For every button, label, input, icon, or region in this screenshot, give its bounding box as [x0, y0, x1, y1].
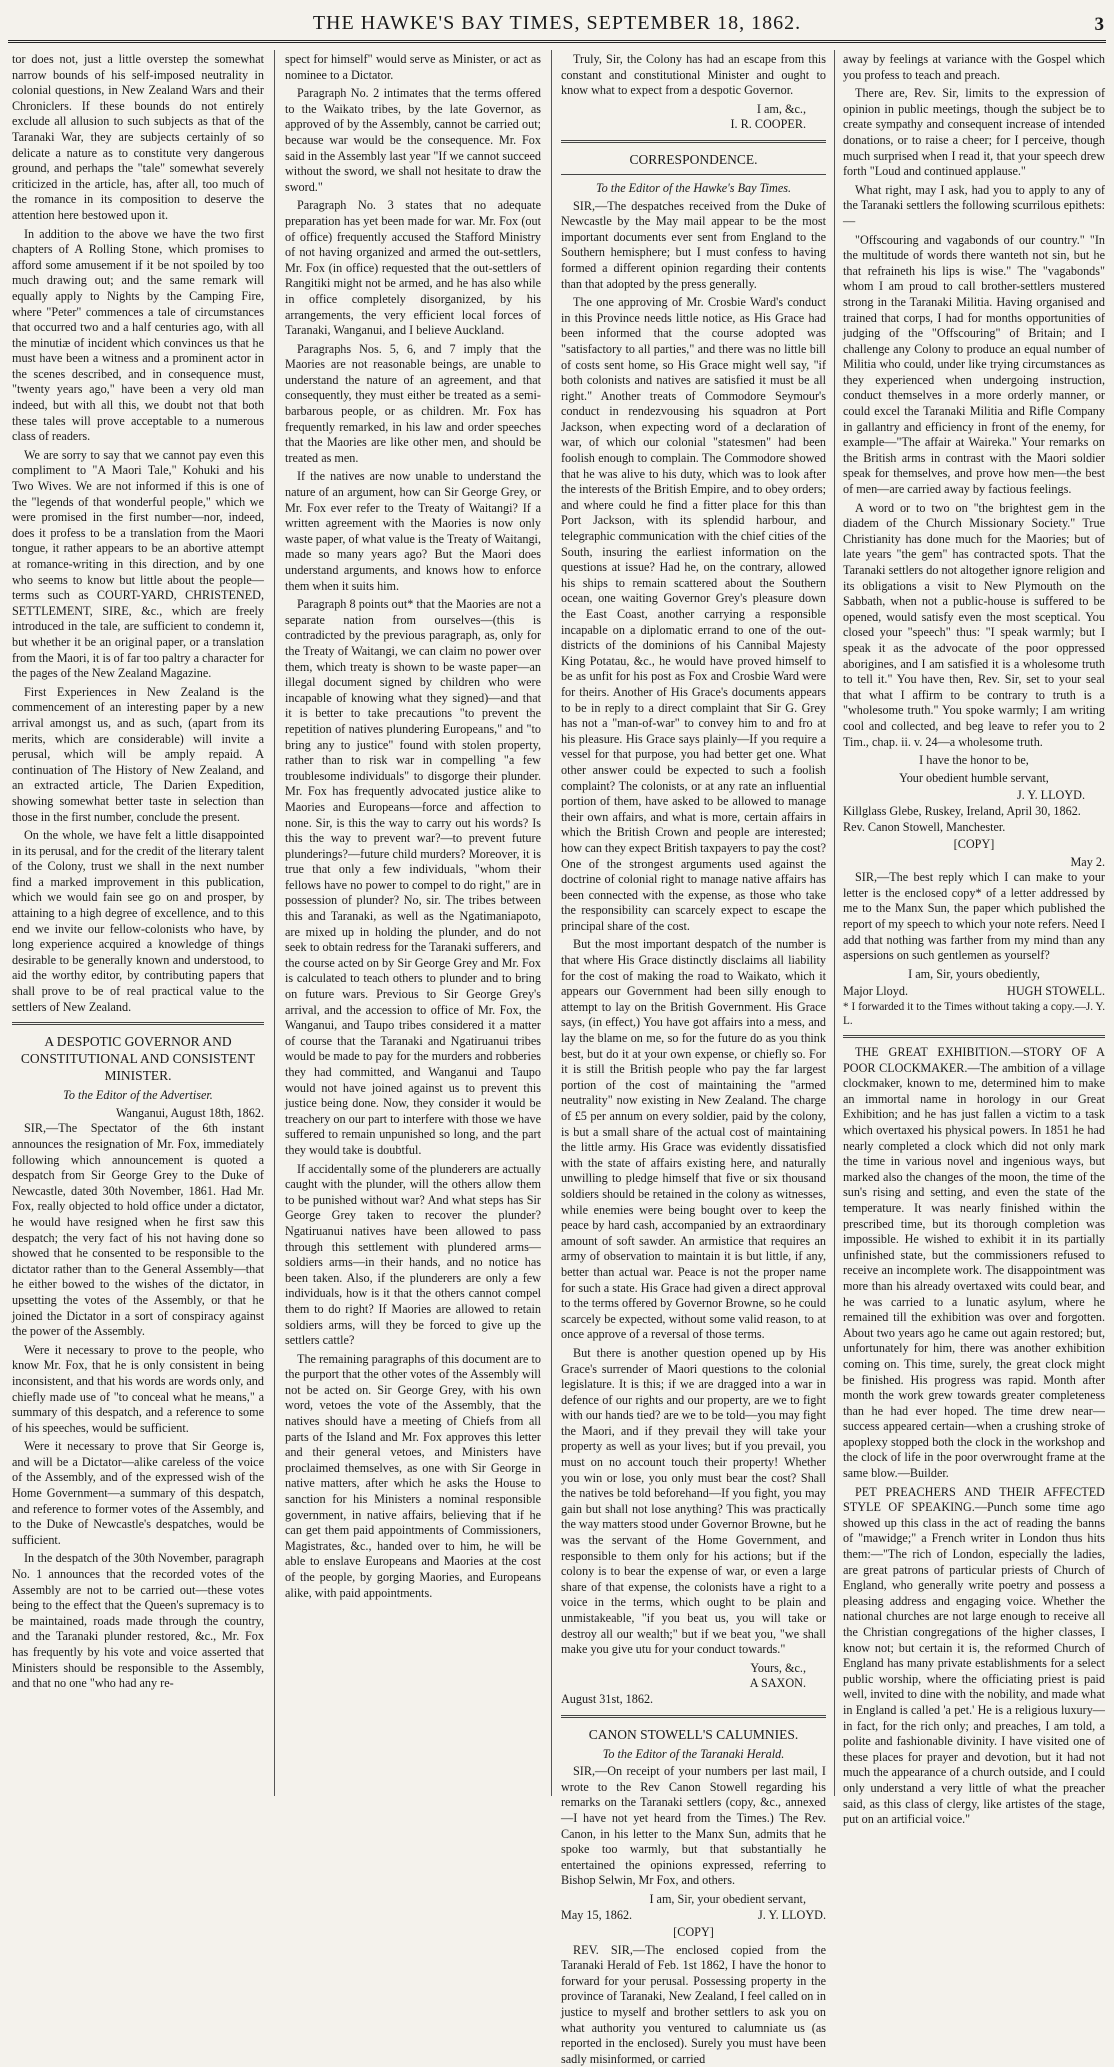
column-4	[843, 52, 1105, 1827]
letter-signature: J. Y. LLOYD.	[757, 1907, 826, 1922]
paragraph: Were it necessary to prove to the people, who know Mr. Fox, that he is only consistent in being inconsistent, and that his words are words only, and chiefly made use of "to conceal what he means," a summary of this despatch, and a reference to some of his speeches, would be sufficient.	[12, 1342, 264, 1435]
page-number: 3	[1094, 14, 1104, 35]
masthead-rule	[8, 40, 1106, 43]
dateline: Wanganui, August 18th, 1862.	[116, 1105, 264, 1120]
paragraph: away by feelings at variance with the Gospel which you profess to teach and preach.	[843, 52, 1105, 82]
article-heading: CANON STOWELL'S CALUMNIES.	[588, 1726, 799, 1742]
paragraph: THE GREAT EXHIBITION.—STORY OF A POOR CLOCKMAKER.—The ambition of a village clockmaker, known to me, determined him to make an immortal name in horology in our Great Exhibition; and he has just fallen a victim to a task which overtaxed his physical powers. In 1851 he had nearly completed a clock which did not only mark the time in various novel and ingenious ways, but marked also the changes of the moon, the time of the sun's rising and setting, and even the state of the temperature. It was nearly finished within the prescribed time, but its thorough completion was impossible. He wished to exhibit it in its partially unfinished state, but the commissioners refused to receive an incomplete work. The disappointment was more than his already overtaxed wits could bear, and he was carried to a lunatic asylum, where he remained till the exhibition was over and forgotten. About two years ago he came out again restored; but, unfortunately for him, there was another exhibition coming on. This time, surely, the great clock might be finished. His progress was rapid. Month after month the work grew towards greater completeness than he had ever hoped. The time drew near—success appeared certain—when a crushing stroke of apoplexy stopped both the clock in the workshop and the clock of life in the poor overwrought frame at the same blow.—Builder.	[843, 1045, 1105, 1481]
letter-signature: I. R. COOPER.	[730, 117, 806, 132]
letter-address: Killglass Glebe, Ruskey, Ireland, April 30, 1862.	[843, 803, 1081, 818]
paragraph: In the despatch of the 30th November, paragraph No. 1 announces that the recorded votes of the Assembly are not to be carried out—these votes being to the effect that the Queen's supremacy is to be maintained, roads made through the country, and the Taranaki plunder restored, &c., Mr. Fox has frequently by his vote and voice asserted that Ministers should be responsible to the Assembly, and that no one "who had any re-	[12, 1551, 264, 1691]
letter-signature: A SAXON.	[749, 1676, 806, 1691]
to-editor-line: To the Editor of the Hawke's Bay Times.	[595, 180, 792, 195]
section-rule	[843, 1035, 1105, 1038]
paragraph: On the whole, we have felt a little disappointed in its perusal, and for the credit of the literary talent of the Colony, trust we shall in the next number find a marked improvement in this publication, which we would fain see go on and prosper, by attaining to a high degree of excellence, and to this end we invite our fellow-colonists who have, by long experience acquired a knowledge of things desirable to be generally known and understood, to aid the worthy editor, by contributing papers that shall prove to be of real practical value to the settlers of New Zealand.	[12, 828, 264, 1014]
letter-date: May 15, 1862.	[561, 1907, 633, 1922]
column-3	[561, 52, 827, 2066]
paragraph: Paragraph No. 2 intimates that the terms offered to the Waikato tribes, by the late Governor, as approved of by the Assembly, cannot be carried out; because war would be the consequence. Mr. Fox said in the Assembly last year "If we cannot succeed without the sword, we shall not hesitate to draw the sword."	[285, 86, 541, 194]
section-rule	[12, 1022, 264, 1025]
letter-date: May 2.	[1070, 854, 1105, 869]
letter-signature: HUGH STOWELL.	[1007, 984, 1105, 999]
letter-closing: I am, &c.,	[756, 101, 806, 116]
heading-rule	[561, 174, 826, 175]
letter-closing: I am, Sir, yours obediently,	[908, 966, 1040, 981]
paragraph: SIR,—The Spectator of the 6th instant announces the resignation of Mr. Fox, immediately following which announcement is quoted a despatch from Sir George Grey to the Duke of Newcastle, dated 30th November, 1861. Had Mr. Fox, really objected to hold office under a dictator, he would have resigned when he first saw this despatch; the very fact of his not having done so showed that he consented to be responsible to the dictator rather than to the General Assembly—that he either bowed to the wishes of the dictator, in upsetting the votes of the Assembly, or that he joined the Dictator in a sort of conspiracy against the power of the Assembly.	[12, 1121, 264, 1339]
section-heading: CORRESPONDENCE.	[629, 151, 758, 167]
paragraph: SIR,—The despatches received from the Duke of Newcastle by the May mail appear to be the most important documents ever sent from England to the Southern hemisphere; but I must confess to having formed a different opinion regarding their contents than that adopted by the press generally.	[561, 198, 826, 291]
section-rule	[561, 1715, 826, 1718]
letter-recipient: Major Lloyd.	[843, 984, 908, 999]
paragraph: The remaining paragraphs of this document are to the purport that the other votes of the Assembly will not be acted on. Sir George Grey, with his own word, vetoes the vote of the Assembly, that the natives should have a meeting of Chiefs from all parts of the Island and Mr. Fox approves this letter and their general vetoes, and Ministers have proclaimed themselves, as one with Sir George in native matters, after which he asks the House to sanction for his Ministers a nominal responsible government, in native affairs, believing that if he can get them paid appointments of Commissioners, Magistrates, &c., handed over to him, he will be able to enslave Europeans and Maories at the cost of the people, by gorging Maories, and Europeans alike, with paid appointments.	[285, 1351, 541, 1600]
paragraph: SIR,—On receipt of your numbers per last mail, I wrote to the Rev Canon Stowell regarding his remarks on the Taranaki settlers (copy, &c., annexed—I have not yet heard from the Times.) The Rev. Canon, in his letter to the Manx Sun, admits that he spoke too warmly, but that substantially he entertained the opinions expressed, referring to Bishop Selwin, Mr Fox, and others.	[561, 1764, 826, 1888]
footnote: * I forwarded it to the Times without taking a copy.—J. Y. L.	[843, 1001, 1105, 1028]
letter-closing: I am, Sir, your obedient servant,	[649, 1891, 806, 1906]
signature-row	[843, 984, 1105, 1000]
paragraph: spect for himself" would serve as Minister, or act as nominee to a Dictator.	[285, 52, 541, 82]
paragraph: First Experiences in New Zealand is the commencement of an interesting paper by a new arrival amongst us, and as such, (apart from its merits, which are considerable) will invite a perusal, which will be amply repaid. A continuation of The History of New Zealand, and an extracted article, The Darien Expedition, showing somewhat better taste in selection than those in the first number, conclude the present.	[12, 684, 264, 824]
column-2	[285, 52, 541, 1796]
paragraph: A word or to two on "the brightest gem in the diadem of the Church Missionary Society." True Christianity has done much for the Maories; but of late years "the gem" has contracted spots. That the Taranaki settlers do not altogether ignore religion and its obligations a visit to New Plymouth on the Sabbath, when not a public-house is suffered to be opened, would satisfy even the most sceptical. You closed your "speech" thus: "I speak warmly; but I speak it as the advocate of the poor oppressed aborigines, and I am satisfied it is a wholesome truth to tell it." You have then, Rev. Sir, set to your seal that what I affirm to be contrary to truth is a "wholesome truth." You spoke warmly; I am writing cool and collected, and beg leave to refer you to 2 Tim., chap. ii. v. 24—a wholesome truth.	[843, 500, 1105, 749]
paragraph: But there is another question opened up by His Grace's surrender of Maori questions to the colonial legislature. It is this; if we are dragged into a war in defence of our rights and our property, are we to fight with our hands tied? are we to be told—you may fight the Maori, and if they prevail they will take your property as well as your lives; but if you prevail, you must on no account touch their property! Whether you win or lose, you only must bear the cost? Shall the natives be told beforehand—If you fight, you may gain but shall not lose anything? This was practically the way matters stood under Governor Browne, but he was the servant of the Home Government, and responsible to them only for his actions; but if the colony is to bear the expense of war, or even a large share of that expense, the colonists have a right to a voice in the terms, which ought to be plain and unmistakeable, "if you beat us, you will take or destroy all our wealth;" but if we beat you, "we shall make you give utu for your conduct towards."	[561, 1345, 827, 1657]
letter-date: August 31st, 1862.	[561, 1691, 654, 1706]
paragraph: Paragraph 8 points out* that the Maories are not a separate nation from ourselves—(this is contradicted by the previous paragraph, as, only for the Treaty of Waitangi, we can claim no power over them, which treaty is shown to be waste paper—an illegal document signed by children who were incapable of knowing what they signed)—and that it is better to take precautions "to prevent the repetition of natives plundering Europeans," and "to bring any to justice" found with stolen property, rather than to risk war in compelling "a few troublesome individuals" to disgorge their plunder. Mr. Fox has frequently advocated justice alike to Maories and Europeans—force and affection to none. Sir, is this the way to carry out his words? Is this the way to prevent war?—to prevent future plunderings?—future child murders? Moreover, it is true that only a few individuals, "whom their fellows have no power to compel to do right," are in possession of plunder? No, sir. The tribes between this and Taranaki, as well as the Ngatimaniapoto, are mixed up in holding the plunder, and do not seek to obtain redress for the Taranaki sufferers, and the course acted on by Sir George Grey and Mr. Fox is calculated to teach others to plunder and to bring on future wars. Previous to Sir George Grey's arrival, and the accession to office of Mr. Fox, the Wanganui, and Taupo tribes considered it a matter of course that the Taranaki and Ngatiruanui tribes would be made to pay for the murders and robberies they had committed, and Wanganui and Taupo would not have joined against us to prevent this justice being done. Now, they consider it would be treachery on our part to interfere with those we have suffered to remain unpunished so long, and the part they would take is doubtful.	[285, 597, 541, 1157]
letter-recipient: Rev. Canon Stowell, Manchester.	[843, 819, 1006, 834]
letter-closing: Your obedient humble servant,	[899, 770, 1049, 785]
paragraph: There are, Rev. Sir, limits to the expression of opinion in public meetings, though the subject be to create sympathy and consequent increase of intended donations, or to raise a cheer; for I perceive, though much surprised when I read it, that your speech drew forth "Loud and continued applause."	[843, 86, 1105, 179]
paragraph: Truly, Sir, the Colony has had an escape from this constant and constitutional Minister and ought to know what to expect from a despotic Governor.	[561, 52, 826, 98]
date-signature-row	[561, 1908, 826, 1924]
column-rule	[834, 50, 835, 1796]
paragraph: REV. SIR,—The enclosed copied from the Taranaki Herald of Feb. 1st 1862, I have the honor to forward for your perusal. Possessing property in the province of Taranaki, New Zealand, I feel called on in justice to myself and brother settlers to ask you on what authority you ventured to calumniate us (as reported in the enclosed). Surely you must have been sadly misinformed, or carried	[561, 1942, 826, 2066]
paragraph: But the most important despatch of the number is that where His Grace distinctly disclaims all liability for the cost of making the road to Waikato, which it appears our Government had been silly enough to attempt to lay on the British Government. His Grace says, (in effect,) You have got affairs into a mess, and lay the blame on me, so for the future do as you think best, but do it at your own expense, or chiefly so. For it is still the British people who pay the far largest portion of the cost of maintaining the "armed neutrality" now existing in New Zealand. The charge of £5 per annum on every soldier, paid by the colony, is but a small share of the actual cost of maintaining the little army. His Grace was evidently dissatisfied with the state of affairs existing here, and naturally unwilling to pledge himself that five or six thousand soldiers should be retained in the colony as witnesses, while enemies were being bought over to keep the peace by hard cash, accompanied by an extraordinary amount of soft sawder. An armistice that requires an army of observation to maintain it is but little, if any, better than actual war. Peace is not the proper name for such a state. His Grace had given a direct approval to the terms offered by Governor Browne, so he could scarcely be expected, without some valid reason, to at once approve of a reversal of those terms.	[561, 937, 826, 1342]
paragraph: If accidentally some of the plunderers are actually caught with the plunder, will the others allow them to be punished without war? And what steps has Sir George Grey taken to recover the plunder? Ngatiruanui natives have been allowed to pass through this settlement with plundered arms—soldiers arms—in their hands, and no notice has been taken. Also, if the plunderers are only a few individuals, how is it that the others cannot compel them to do right? If Maories are allowed to retain soldiers arms, will they be forced to give up the settlers cattle?	[285, 1161, 541, 1348]
copy-label: [COPY]	[673, 1925, 714, 1940]
newspaper-title: THE HAWKE'S BAY TIMES, SEPTEMBER 18, 1862.	[312, 12, 802, 34]
paragraph: The one approving of Mr. Crosbie Ward's conduct in this Province needs little notice, as His Grace had been informed that the course adopted was "satisfactory to all parties," and there was no little bill of costs sent home, so His Grace might well say, "if both colonists and natives are satisfied it must be all right." Another treats of Commodore Seymour's conduct in rendezvousing his squadron at Port Jackson, when expecting word of a declaration of war, of which our colonial "statesmen" had been foolish enough to complain. The Commodore showed that he was alive to his duty, which was to look after the interests of the British Empire, and to obey orders; and where could he find a fitter place for this than Port Jackson, with its splendid harbour, and telegraphic communication with the chief cities of the South, insuring the earliest information on the questions at issue? Had he, on the contrary, allowed his ships to remain scattered about the Southern ocean, one waiting Governor Grey's pleasure down the East Coast, another carrying a responsible incapable on a diplomatic errand to one of the out-districts of the dominions of his Cannibal Majesty King Potatau, &c., he would have proved himself to be as unfit for his post as Fox and Crosbie Ward were for theirs. Another of His Grace's documents appears to be in reply to a direct complaint that Sir G. Grey has not a "man-of-war" to convey him to and fro at his pleasure. His Grace says plainly—If you require a vessel for that purpose, you had better get one. What other answer could be expected to such a foolish complaint? The colonists, or at any rate an influential portion of them, have asked to be allowed to manage their own affairs, and what is more, certain affairs in which the British Crown and people are interested; how can they expect British taxpayers to pay the cost? One of the strongest arguments used against the doctrine of colonial right to manage native affairs has been connected with the expense, as those who take the responsibility can scarcely expect to escape the principal share of the cost.	[561, 295, 826, 933]
article-heading: A DESPOTIC GOVERNOR AND CONSTITUTIONAL AND CONSISTENT MINISTER.	[20, 1034, 256, 1084]
paragraph: Paragraph No. 3 states that no adequate preparation has yet been made for war. Mr. Fox (out of office) frequently accused the Stafford Ministry of not having organized and armed the out-settlers, Mr. Fox (in office) requested that the out-settlers of Rangitiki might not be armed, and he has also while in office completely disorganized, by his arrangements, the very efficient local forces of Taranaki, Wanganui, and I believe Auckland.	[285, 198, 541, 338]
paragraph: Were it necessary to prove that Sir George is, and will be a Dictator—alike careless of the voice of the Assembly, and of the expressed wish of the Home Government—a summary of this despatch, and reference to former votes of the Assembly, and to the Duke of Newcastle's despatches, would be sufficient.	[12, 1439, 264, 1547]
paragraph: What right, may I ask, had you to apply to any of the Taranaki settlers the following scurrilous epithets:—	[843, 182, 1105, 228]
paragraph: PET PREACHERS AND THEIR AFFECTED STYLE OF SPEAKING.—Punch some time ago showed up this class in the act of reading the banns of "mawidge;" a French writer in London thus hits them:—"The rich of London, especially the ladies, are great patrons of particular priests of Church of England, who generally write poetry and possess a pleasing address and engaging voice. Whether the national churches are not large enough to receive all the Christian congregations of the higher classes, I know not; but certain it is, the reformed Church of England has many private establishments for a select public worship, where the officiating priest is paid well, invited to dine with the nobility, and made what in England is called 'a pet.' He is a religious luxury—in fact, for the rich only; and preaches, I am told, a polite and fashionable divinity. I have visited one of these places for prayer and devotion, but it had not much the appearance of a church outside, and I could only understand a very little of what the preacher said, as this class of clergy, like artistes of the stage, put on an artificial voice."	[843, 1484, 1105, 1827]
paragraph: If the natives are now unable to understand the nature of an argument, how can Sir George Grey, or Mr. Fox ever refer to the Treaty of Waitangi? If a written agreement with the Maories is now only waste paper, of what value is the Treaty of Waitangi, made so many years ago? But the Maori does understand arguments, and knows how to enforce them when it suits him.	[285, 469, 541, 593]
to-editor-line: To the Editor of the Taranaki Herald.	[602, 1746, 785, 1761]
paragraph: In addition to the above we have the two first chapters of A Rolling Stone, which promises to afford some amusement if it be not spoiled by too much drawing out; and the same remark will equally apply to Nights by the Camping Fire, where "Peter" commences a tale of circumstances that occurred two and a half centuries ago, with all the minutiæ of incident which convinces us that he must have been a witness and a prominent actor in the scenes described, and in consequence must, "twenty years ago," have been a very old man indeed, but with all this, we doubt not that both these tales will prove acceptable to a numerous class of readers.	[12, 226, 264, 444]
paragraph: SIR,—The best reply which I can make to your letter is the enclosed copy* of a letter addressed by me to the Manx Sun, the paper which published the report of my speech to which your note refers. Need I add that nothing was farther from my mind than any aspersions on such gentlemen as yourself?	[843, 870, 1105, 963]
paragraph: tor does not, just a little overstep the somewhat narrow bounds of his self-imposed neutrality in colonial questions, in New Zealand Wars and their Chroniclers. If these bounds do not entirely exclude all allusion to such subjects as that of the Taranaki War, they are subjects certainly of so delicate a nature as to constitute very dangerous ground, and perhaps the "tale" somewhat severely criticized in the article, has, after all, too much of the romance in its composition to deserve the attention here bestowed upon it.	[12, 52, 264, 222]
copy-label: [COPY]	[953, 837, 995, 852]
paragraph: Paragraphs Nos. 5, 6, and 7 imply that the Maories are not reasonable beings, are unable to understand the nature of an agreement, and that consequently, they must either be treated as a semi-barbarous people, or as children. Mr. Fox has frequently remarked, in his law and order speeches that the Maories are like other men, and should be treated as men.	[285, 341, 541, 465]
letter-closing: Yours, &c.,	[750, 1660, 806, 1675]
column-rule	[551, 50, 552, 1796]
column-1	[12, 52, 264, 1796]
letter-signature: J. Y. LLOYD.	[1016, 788, 1085, 803]
to-editor-line: To the Editor of the Advertiser.	[63, 1088, 213, 1103]
letter-closing: I have the honor to be,	[919, 753, 1029, 768]
paragraph: "Offscouring and vagabonds of our country." "In the multitude of words there wanteth not sin, but he that refraineth his lips is wise." The "vagabonds" whom I am proud to call brother-settlers mustered strong in the Taranaki Militia. Having organised and trained that corps, I had for months opportunities of judging of the "Offscouring" of Britain; and I challenge any Colony to produce an equal number of Militia who could, under like trying circumstances as they experienced when undergoing instruction, conduct themselves in a more orderly manner, or could excel the Taranaki Militia and Rifle Company in gallantry and efficiency in front of the enemy, for example—"The affair at Waireka." Your remarks on the British arms in contrast with the Maori soldier speak for themselves, and prove how men—the best of men—are carried away by factious feelings.	[843, 232, 1105, 497]
column-rule	[274, 50, 275, 1796]
masthead	[0, 12, 1114, 42]
paragraph: We are sorry to say that we cannot pay even this compliment to "A Maori Tale," Kohuki and his Two Wives. We are not informed if this is one of the "legends of that wonderful people," which we were promised in the first number—nor, indeed, does it profess to be a translation from the Maori tongue, it rather appears to be an abortive attempt at romance-writing in this direction, and by one who seems to know but little about the people—terms such as COURT-YARD, CHRISTENED, SETTLEMENT, SIRE, &c., which are freely introduced in the tale, are sufficient to condemn it, but whether it be an original paper, or a translation from the Maori, it is of far too paltry a character for the pages of the New Zealand Magazine.	[12, 447, 264, 681]
section-rule	[561, 140, 826, 143]
